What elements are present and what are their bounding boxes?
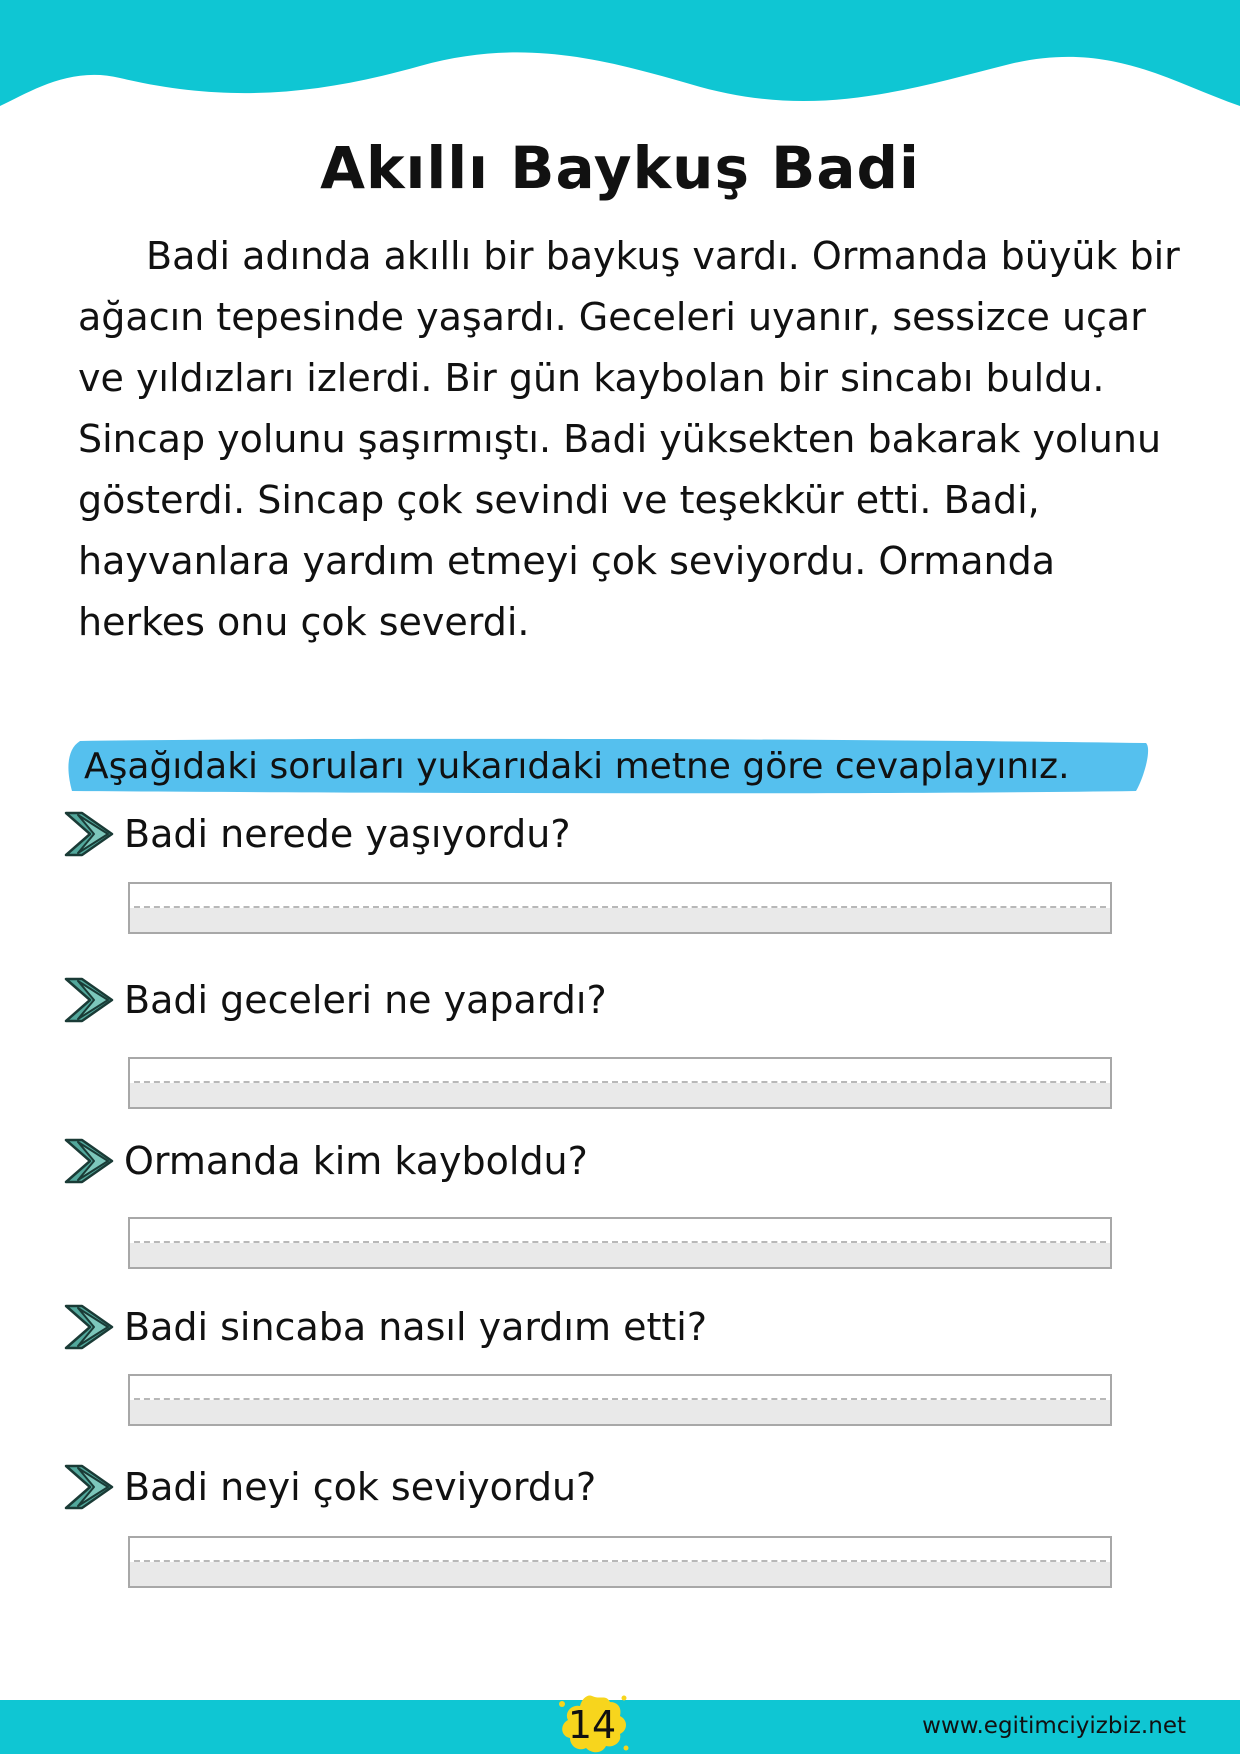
answer-field[interactable] [128,1057,1112,1109]
answer-field[interactable] [128,1217,1112,1269]
website-link[interactable]: www.egitimciyizbiz.net [922,1713,1186,1739]
answer-field[interactable] [128,1536,1112,1588]
header-wave [0,0,1240,115]
story-paragraph: Badi adında akıllı bir baykuş vardı. Ormanda büyük bir ağacın tepesinde yaşardı. Geceleri uyanır, sessizce uçar ve yıldızları izlerdi. Bir gün kaybolan bir sincabı buldu. Sincap yolunu şaşırmıştı. Badi yüksekten bakarak yolunu gösterdi. Sincap çok sevindi ve teşekkür etti. Badi, hayvanlara yardım etmeyi çok seviyordu. Ormanda herkes onu çok severdi. [78,234,1180,644]
question-text: Badi neyi çok seviyordu? [124,1465,597,1509]
question-text: Badi sincaba nasıl yardım etti? [124,1305,707,1349]
arrow-icon [64,1138,114,1184]
answer-field[interactable] [128,1374,1112,1426]
question-item [64,1299,1164,1359]
instruction-text: Aşağıdaki soruları yukarıdaki metne göre cevaplayınız. [84,746,1070,787]
answer-field[interactable] [128,882,1112,934]
question-text: Badi geceleri ne yapardı? [124,978,607,1022]
question-item [64,1133,1164,1193]
question-item [64,806,1164,866]
question-item [64,1459,1164,1519]
arrow-icon [64,1464,114,1510]
page-number: 14 [567,1703,617,1747]
arrow-icon [64,811,114,857]
page-number-badge [552,1690,632,1756]
worksheet-title: Akıllı Baykuş Badi [320,134,920,202]
question-text: Ormanda kim kayboldu? [124,1139,588,1183]
question-item [64,972,1164,1032]
question-text: Badi nerede yaşıyordu? [124,812,571,856]
arrow-icon [64,977,114,1023]
arrow-icon [64,1304,114,1350]
